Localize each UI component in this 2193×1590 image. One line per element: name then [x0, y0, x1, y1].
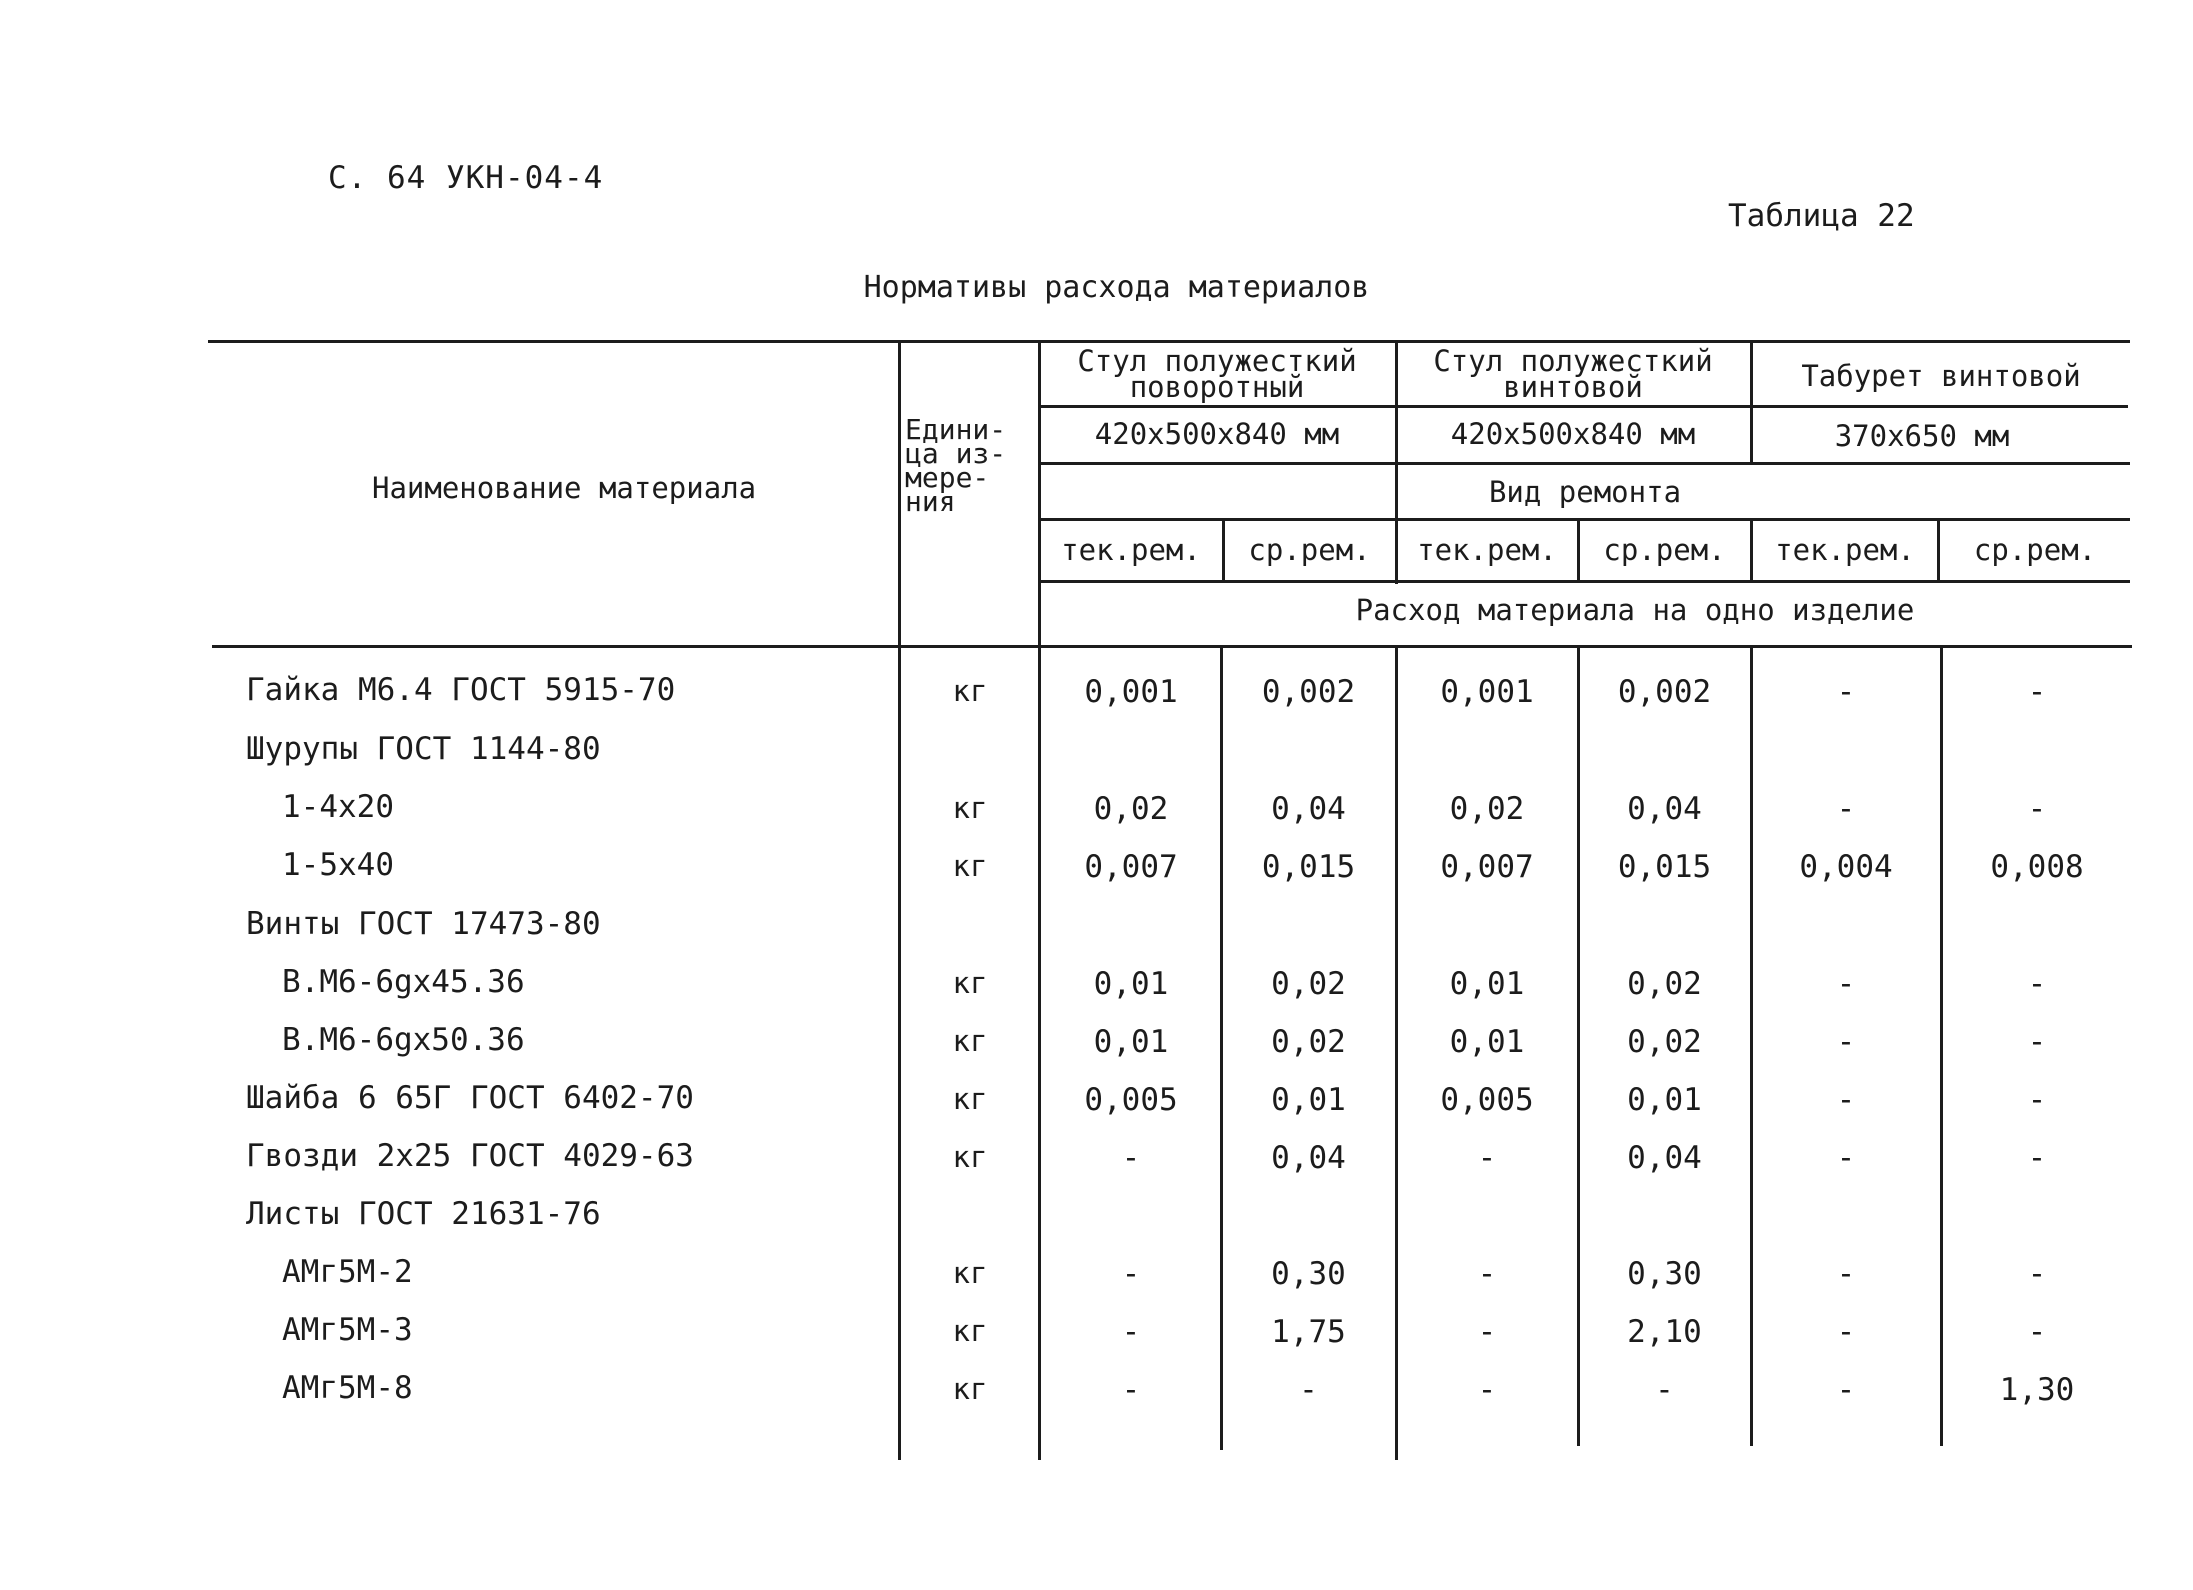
table-row	[0, 847, 2193, 905]
consumption-value: 0,007	[1440, 849, 1534, 885]
table-row	[0, 1312, 2193, 1370]
consumption-value: 0,007	[1084, 849, 1178, 885]
rule-below-sizes	[1040, 462, 2130, 465]
consumption-value: 0,01	[1093, 1024, 1169, 1060]
consumption-value: -	[1121, 1256, 1141, 1292]
repair-type-2: ср.рем.	[1248, 533, 1371, 567]
consumption-value: -	[2027, 1314, 2047, 1350]
repair-type-4: ср.рем.	[1603, 533, 1726, 567]
repair-type-1: тек.рем.	[1061, 533, 1201, 567]
product-name-2: Стул полужесткий винтовой	[1433, 344, 1713, 404]
consumption-value: -	[1836, 1372, 1856, 1408]
consumption-value: -	[1836, 791, 1856, 827]
unit-of-measure: кг	[952, 1024, 988, 1058]
unit-of-measure: кг	[952, 849, 988, 883]
repair-type-header: Вид ремонта	[1488, 475, 1682, 509]
unit-of-measure: кг	[952, 1140, 988, 1174]
consumption-value: -	[2027, 791, 2047, 827]
table-row	[0, 906, 2193, 964]
material-name: АМг5М-3	[282, 1312, 413, 1348]
unit-of-measure: кг	[952, 1314, 988, 1348]
consumption-value: -	[1121, 1314, 1141, 1350]
consumption-value: 0,04	[1627, 1140, 1702, 1176]
table-title: Нормативы расхода материалов	[863, 270, 1370, 305]
material-name: В.М6-6gх50.36	[282, 1022, 525, 1058]
consumption-value: -	[2027, 1256, 2047, 1292]
table-row	[0, 1138, 2193, 1196]
column-header-unit: Едини- ца из- мере- ния	[905, 413, 1007, 518]
material-name: 1-4х20	[282, 789, 394, 825]
consumption-value: -	[1121, 1140, 1141, 1176]
rule-below-product-names	[1040, 405, 2128, 408]
consumption-value: 0,01	[1271, 1082, 1346, 1118]
material-name: Гвозди 2х25 ГОСТ 4029-63	[246, 1138, 694, 1174]
consumption-value: -	[1836, 1256, 1856, 1292]
unit-of-measure: кг	[952, 966, 988, 1000]
consumption-value: 0,002	[1617, 674, 1712, 710]
consumption-value: 0,01	[1627, 1082, 1702, 1118]
table-row	[0, 1196, 2193, 1254]
material-name: Гайка М6.4 ГОСТ 5915-70	[246, 672, 676, 708]
consumption-value: -	[1121, 1372, 1141, 1408]
product-name-3: Табурет винтовой	[1801, 359, 2081, 393]
consumption-value: -	[2027, 1140, 2047, 1176]
table-row	[0, 1370, 2193, 1428]
material-name: 1-5х40	[282, 847, 394, 883]
consumption-value: 0,04	[1271, 1140, 1346, 1176]
consumption-value: 0,02	[1093, 791, 1169, 827]
material-name: Листы ГОСТ 21631-76	[246, 1196, 601, 1232]
repair-type-6: ср.рем.	[1973, 533, 2097, 567]
consumption-value: -	[1655, 1372, 1674, 1408]
consumption-value: 0,001	[1440, 674, 1534, 710]
material-name: АМг5М-2	[282, 1254, 413, 1290]
material-name: В.М6-6gх45.36	[282, 964, 525, 1000]
material-name: Шайба 6 65Г ГОСТ 6402-70	[246, 1080, 694, 1116]
consumption-header: Расход материала на одно изделие	[1355, 593, 1915, 627]
consumption-value: 0,02	[1627, 1024, 1702, 1060]
consumption-value: -	[1477, 1372, 1497, 1408]
consumption-value: -	[1836, 1024, 1856, 1060]
consumption-value: -	[1836, 1082, 1856, 1118]
consumption-value: -	[2027, 1024, 2047, 1060]
rule-below-repair-types	[1040, 580, 2130, 583]
consumption-value: 0,04	[1271, 791, 1346, 827]
consumption-value: 0,004	[1799, 849, 1893, 885]
table-row	[0, 731, 2193, 789]
consumption-value: 0,30	[1271, 1256, 1346, 1292]
consumption-value: 1,75	[1271, 1314, 1346, 1350]
unit-of-measure: кг	[952, 1082, 988, 1116]
unit-of-measure: кг	[952, 674, 988, 708]
consumption-value: 0,015	[1261, 849, 1356, 885]
repair-type-3: тек.рем.	[1417, 533, 1557, 567]
consumption-value: 0,02	[1271, 1024, 1346, 1060]
consumption-value: -	[1836, 674, 1856, 710]
table-row	[0, 672, 2193, 730]
consumption-value: 2,10	[1627, 1314, 1702, 1350]
product-size-2: 420х500х840 мм	[1450, 417, 1696, 451]
material-name: АМг5М-8	[282, 1370, 413, 1406]
consumption-value: 0,002	[1261, 674, 1356, 710]
consumption-value: 0,005	[1084, 1082, 1178, 1118]
consumption-value: 0,02	[1449, 791, 1525, 827]
consumption-value: -	[2027, 674, 2047, 710]
consumption-value: -	[1477, 1140, 1497, 1176]
material-name: Винты ГОСТ 17473-80	[246, 906, 601, 942]
consumption-value: -	[1477, 1256, 1497, 1292]
consumption-value: -	[1477, 1314, 1497, 1350]
consumption-value: 0,01	[1449, 1024, 1525, 1060]
consumption-value: 0,005	[1440, 1082, 1534, 1118]
consumption-value: 0,02	[1627, 966, 1702, 1002]
consumption-value: 1,30	[1999, 1372, 2075, 1408]
consumption-value: 0,008	[1990, 849, 2084, 885]
consumption-value: -	[2027, 1082, 2047, 1118]
table-row	[0, 1022, 2193, 1080]
product-size-1: 420х500х840 мм	[1094, 417, 1340, 451]
product-size-3: 370х650 мм	[1834, 419, 2010, 453]
column-header-material-name: Наименование материала	[372, 471, 757, 505]
table-row	[0, 789, 2193, 847]
table-header-bottom-rule	[212, 645, 2132, 648]
consumption-value: 0,30	[1627, 1256, 1702, 1292]
consumption-value: 0,015	[1617, 849, 1712, 885]
consumption-value: -	[1836, 1140, 1856, 1176]
unit-of-measure: кг	[952, 1256, 988, 1290]
table-row	[0, 964, 2193, 1022]
product-name-1: Стул полужесткий поворотный	[1077, 344, 1357, 404]
consumption-value: 0,01	[1449, 966, 1525, 1002]
consumption-value: -	[1836, 966, 1856, 1002]
unit-of-measure: кг	[952, 791, 988, 825]
consumption-value: -	[1836, 1314, 1856, 1350]
table-row	[0, 1080, 2193, 1138]
consumption-value: 0,001	[1084, 674, 1178, 710]
consumption-value: 0,01	[1093, 966, 1169, 1002]
table-row	[0, 1254, 2193, 1312]
page-reference: С. 64 УКН-04-4	[328, 160, 604, 196]
material-name: Шурупы ГОСТ 1144-80	[246, 731, 601, 767]
table-top-rule	[208, 340, 2130, 343]
rule-below-repair-header	[1040, 518, 2130, 521]
consumption-value: 0,02	[1271, 966, 1346, 1002]
consumption-value: 0,04	[1627, 791, 1702, 827]
repair-type-5: тек.рем.	[1775, 533, 1915, 567]
consumption-value: -	[2027, 966, 2047, 1002]
consumption-value: -	[1299, 1372, 1318, 1408]
table-number: Таблица 22	[1728, 198, 1915, 234]
unit-of-measure: кг	[952, 1372, 988, 1406]
